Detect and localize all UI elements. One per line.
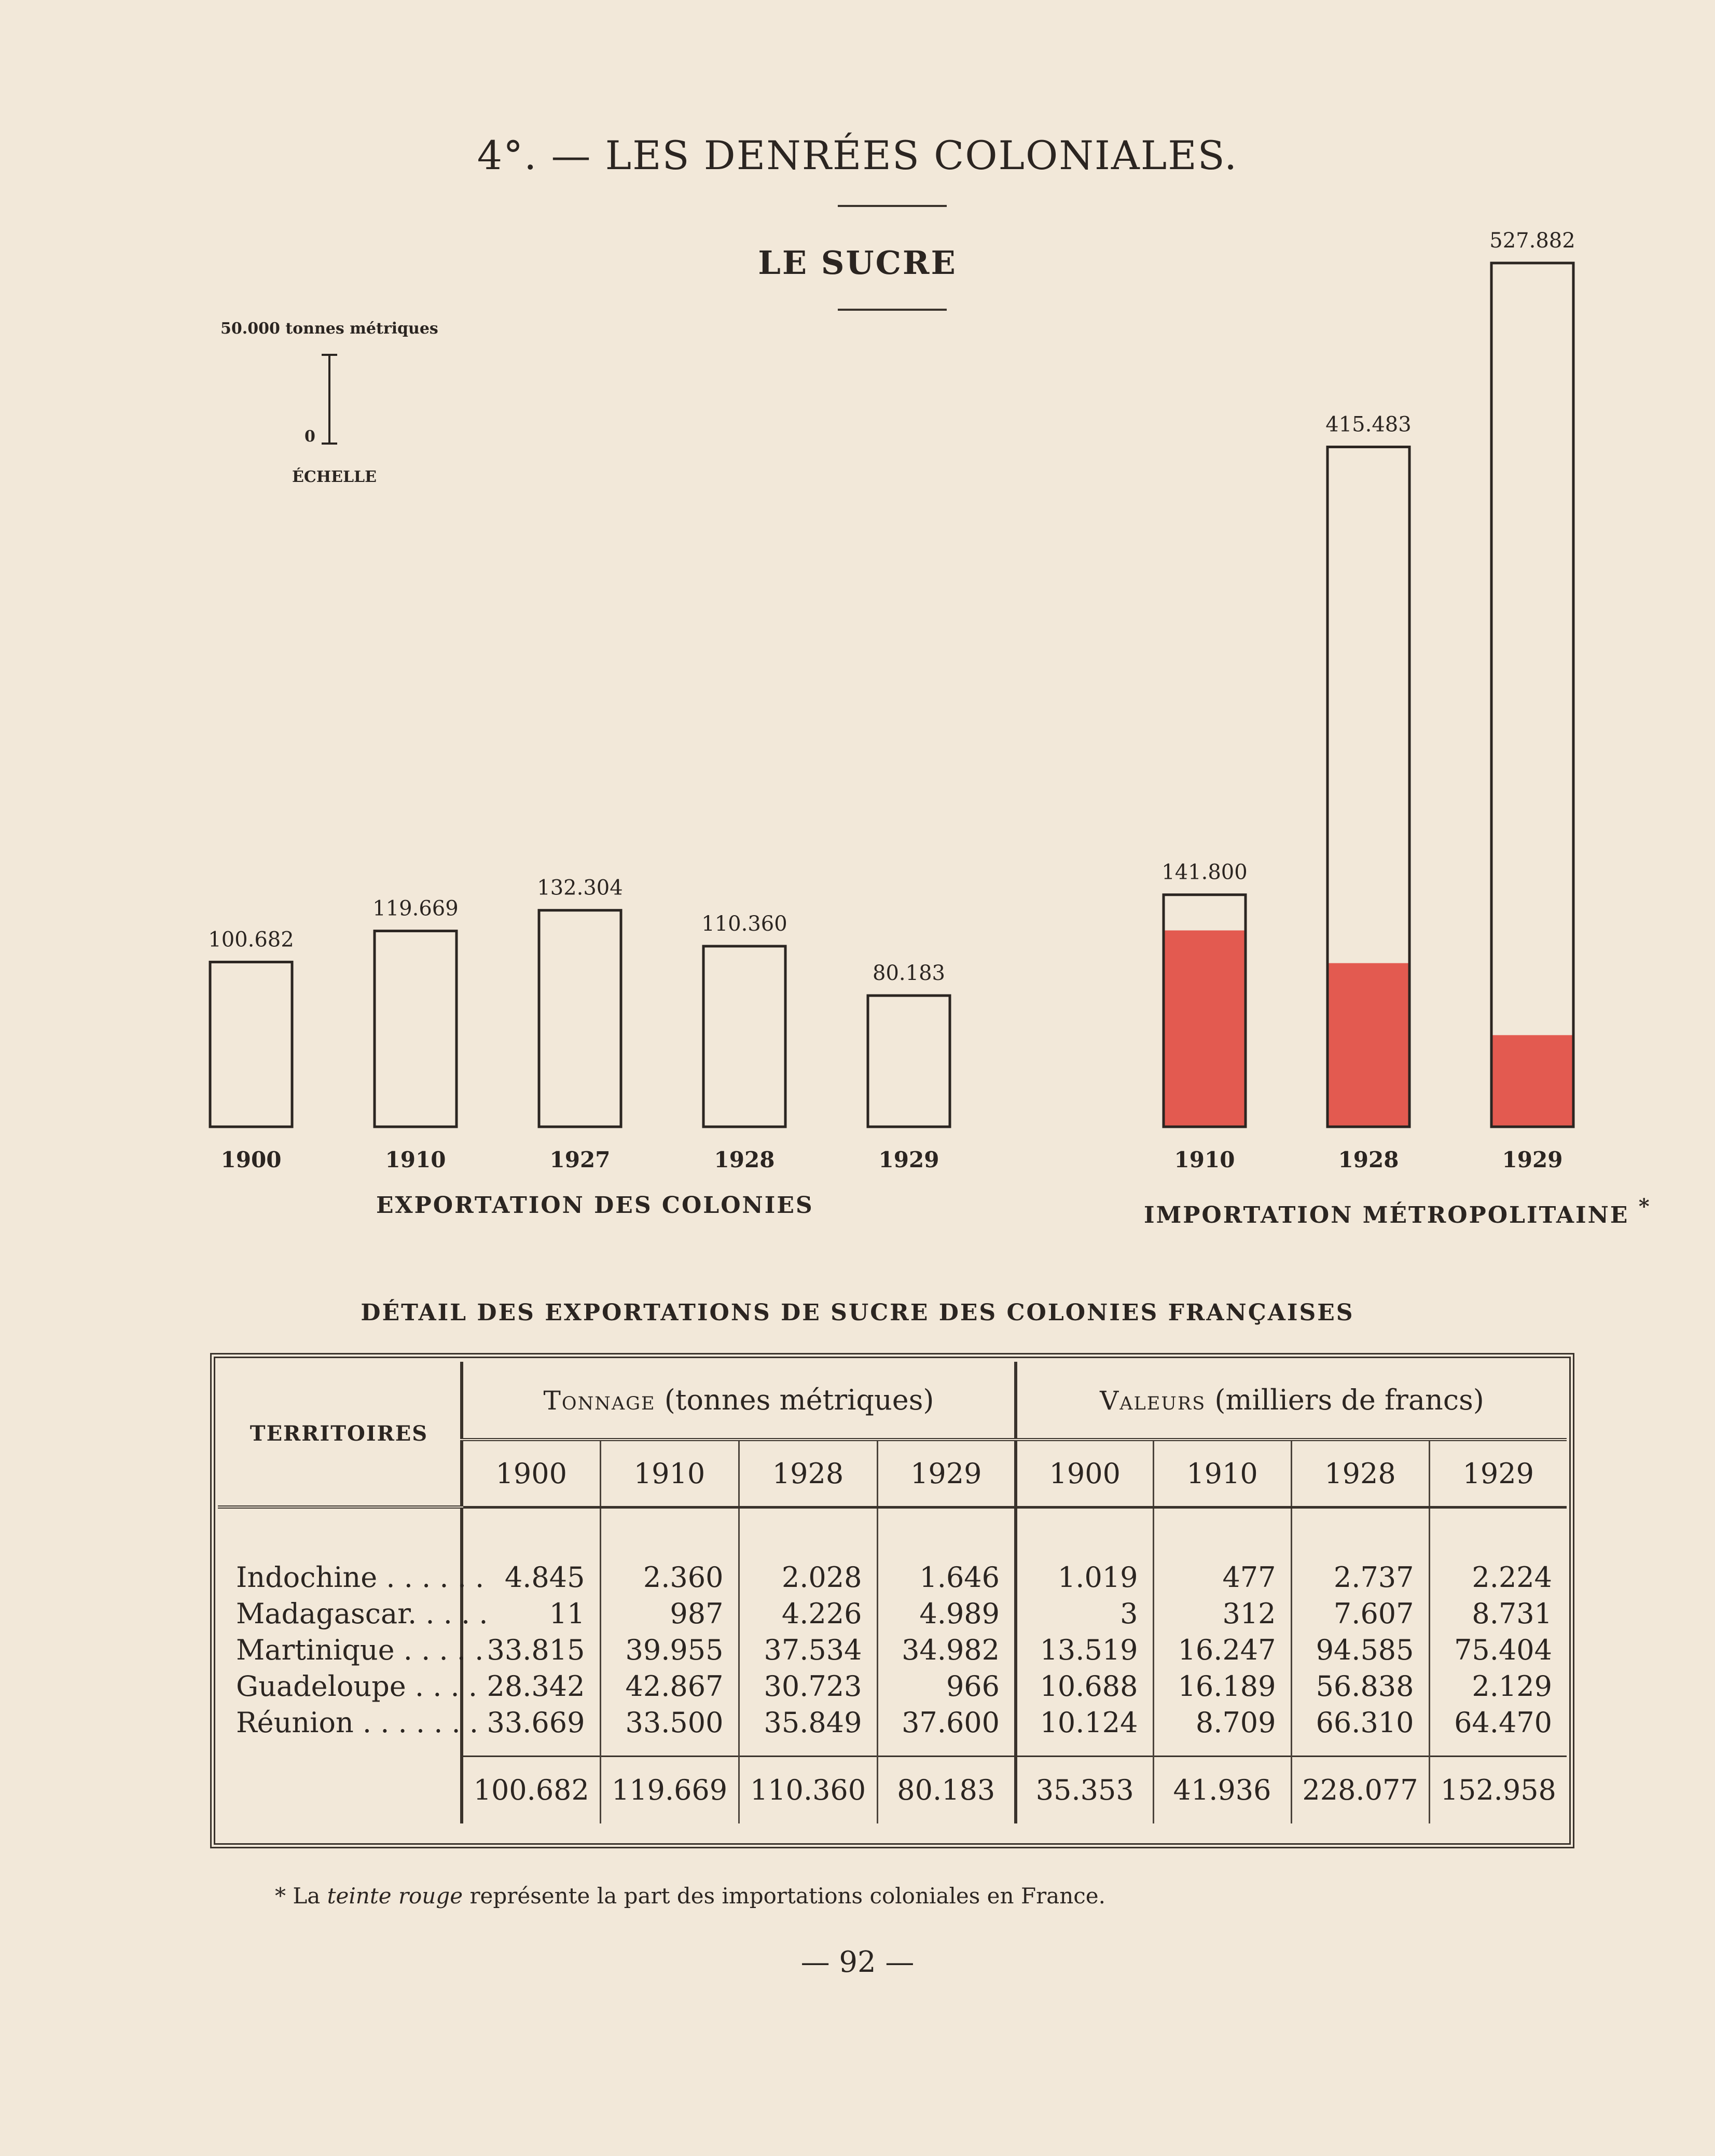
export-year-label: 1927 — [549, 1147, 611, 1172]
import-year-label: 1929 — [1502, 1147, 1563, 1172]
import-year-label: 1928 — [1338, 1147, 1399, 1172]
territory-name: Martinique . . . . . — [236, 1633, 484, 1666]
table-cell: 477 — [1153, 1559, 1291, 1595]
table-cell: 4.845 — [462, 1559, 600, 1595]
table-row — [218, 1668, 1567, 1704]
table-cell: 10.688 — [1016, 1668, 1153, 1704]
totals-row — [218, 1756, 1567, 1823]
table-cell: 33.815 — [462, 1632, 600, 1668]
territory-name: Réunion . . . . . . . — [236, 1706, 479, 1739]
table-row — [218, 1632, 1567, 1668]
table-cell: 16.189 — [1153, 1668, 1291, 1704]
scale-label: 50.000 tonnes métriques — [220, 320, 438, 338]
total-cell: 119.669 — [600, 1756, 739, 1823]
tonnage-header — [462, 1362, 1016, 1440]
table-cell: 11 — [462, 1595, 600, 1632]
footnote-rest: représente la part des importations coloniales en France. — [469, 1883, 1105, 1909]
table-cell: 3 — [1016, 1595, 1153, 1632]
import-value-label: 415.483 — [1325, 412, 1412, 437]
table-cell: 966 — [877, 1668, 1016, 1704]
total-cell: 110.360 — [739, 1756, 877, 1823]
year-header: 1910 — [600, 1440, 739, 1507]
import-bar-colonial-share — [1164, 931, 1246, 1127]
export-year-label: 1900 — [220, 1147, 282, 1172]
import-group-title: IMPORTATION MÉTROPOLITAINE — [1144, 1202, 1629, 1228]
year-header: 1928 — [1291, 1440, 1429, 1507]
year-header: 1929 — [1429, 1440, 1567, 1507]
export-bar — [210, 962, 292, 1127]
export-value-label: 119.669 — [372, 896, 459, 921]
footnote-star: * La — [275, 1883, 321, 1909]
year-header: 1910 — [1153, 1440, 1291, 1507]
valeurs-header-sc: Valeurs — [1100, 1386, 1206, 1416]
import-asterisk: * — [1638, 1194, 1651, 1219]
total-cell: 35.353 — [1016, 1756, 1153, 1823]
table-cell: 987 — [600, 1595, 739, 1632]
import-bar-colonial-share — [1491, 1035, 1573, 1127]
table-cell: 33.669 — [462, 1704, 600, 1740]
tonnage-header-rest: (tonnes métriques) — [664, 1384, 934, 1416]
territory-name: Madagascar. . . . . — [236, 1597, 488, 1630]
total-cell: 152.958 — [1429, 1756, 1567, 1823]
table-title: DÉTAIL DES EXPORTATIONS DE SUCRE DES COLONIES FRANÇAISES — [361, 1300, 1354, 1326]
territory-name: Indochine . . . . . . — [236, 1560, 485, 1594]
table-cell: 39.955 — [600, 1632, 739, 1668]
export-year-label: 1910 — [385, 1147, 446, 1172]
table-cell: 2.028 — [739, 1559, 877, 1595]
table-cell: 33.500 — [600, 1704, 739, 1740]
table-cell: 7.607 — [1291, 1595, 1429, 1632]
table-cell: 75.404 — [1429, 1632, 1567, 1668]
table-cell: 28.342 — [462, 1668, 600, 1704]
valeurs-header-rest: (milliers de francs) — [1214, 1384, 1484, 1416]
export-value-label: 110.360 — [701, 911, 787, 936]
import-bar — [1491, 263, 1573, 1127]
table-cell: 1.646 — [877, 1559, 1016, 1595]
year-header: 1900 — [462, 1440, 600, 1507]
table-cell: 2.737 — [1291, 1559, 1429, 1595]
valeurs-header — [1016, 1362, 1567, 1440]
import-group-label — [1144, 1194, 1651, 1228]
export-bar — [868, 996, 950, 1127]
export-bar — [703, 946, 785, 1127]
table-cell: 2.224 — [1429, 1559, 1567, 1595]
export-value-label: 100.682 — [208, 928, 294, 952]
import-value-label: 141.800 — [1161, 860, 1248, 884]
table-cell: 8.731 — [1429, 1595, 1567, 1632]
scale-caption: ÉCHELLE — [292, 468, 377, 486]
table-cell: 37.600 — [877, 1704, 1016, 1740]
table-cell: 66.310 — [1291, 1704, 1429, 1740]
totals-label-cell — [218, 1756, 462, 1823]
total-cell: 228.077 — [1291, 1756, 1429, 1823]
table-cell: 2.360 — [600, 1559, 739, 1595]
export-value-label: 80.183 — [873, 961, 945, 986]
table-cell: 4.989 — [877, 1595, 1016, 1632]
table-row — [218, 1704, 1567, 1740]
table-cell: 64.470 — [1429, 1704, 1567, 1740]
table-cell: 1.019 — [1016, 1559, 1153, 1595]
table-cell: 2.129 — [1429, 1668, 1567, 1704]
page-number: — 92 — — [800, 1945, 915, 1979]
table-cell: 312 — [1153, 1595, 1291, 1632]
import-year-label: 1910 — [1174, 1147, 1235, 1172]
table-cell: 4.226 — [739, 1595, 877, 1632]
table-cell: 94.585 — [1291, 1632, 1429, 1668]
table-row — [218, 1595, 1567, 1632]
export-group-label: EXPORTATION DES COLONIES — [376, 1192, 814, 1219]
total-cell: 41.936 — [1153, 1756, 1291, 1823]
territory-name: Guadeloupe . . . . — [236, 1669, 478, 1703]
chart-subtitle: LE SUCRE — [758, 244, 957, 282]
sugar-export-table — [218, 1362, 1567, 1823]
table-cell: 56.838 — [1291, 1668, 1429, 1704]
table-cell: 42.867 — [600, 1668, 739, 1704]
table-cell: 16.247 — [1153, 1632, 1291, 1668]
footnote-italic: teinte rouge — [327, 1883, 463, 1909]
territories-header: TERRITOIRES — [218, 1362, 462, 1507]
import-value-label: 527.882 — [1489, 229, 1575, 253]
import-bar-colonial-share — [1327, 963, 1409, 1127]
export-bar — [375, 931, 457, 1127]
export-bar — [539, 910, 621, 1127]
table-cell: 8.709 — [1153, 1704, 1291, 1740]
year-header: 1900 — [1016, 1440, 1153, 1507]
year-header: 1929 — [877, 1440, 1016, 1507]
export-value-label: 132.304 — [537, 876, 623, 900]
table-cell: 37.534 — [739, 1632, 877, 1668]
total-cell: 80.183 — [877, 1756, 1016, 1823]
table-cell: 30.723 — [739, 1668, 877, 1704]
total-cell: 100.682 — [462, 1756, 600, 1823]
export-year-label: 1928 — [714, 1147, 775, 1172]
scale-zero: 0 — [305, 427, 315, 446]
footnote — [275, 1883, 1105, 1909]
table-row — [218, 1559, 1567, 1595]
table-cell: 13.519 — [1016, 1632, 1153, 1668]
table-cell: 34.982 — [877, 1632, 1016, 1668]
table-cell: 10.124 — [1016, 1704, 1153, 1740]
section-title: 4°. — LES DENRÉES COLONIALES. — [477, 132, 1238, 178]
export-year-label: 1929 — [878, 1147, 939, 1172]
year-header: 1928 — [739, 1440, 877, 1507]
tonnage-header-sc: Tonnage — [543, 1386, 656, 1416]
table-cell: 35.849 — [739, 1704, 877, 1740]
